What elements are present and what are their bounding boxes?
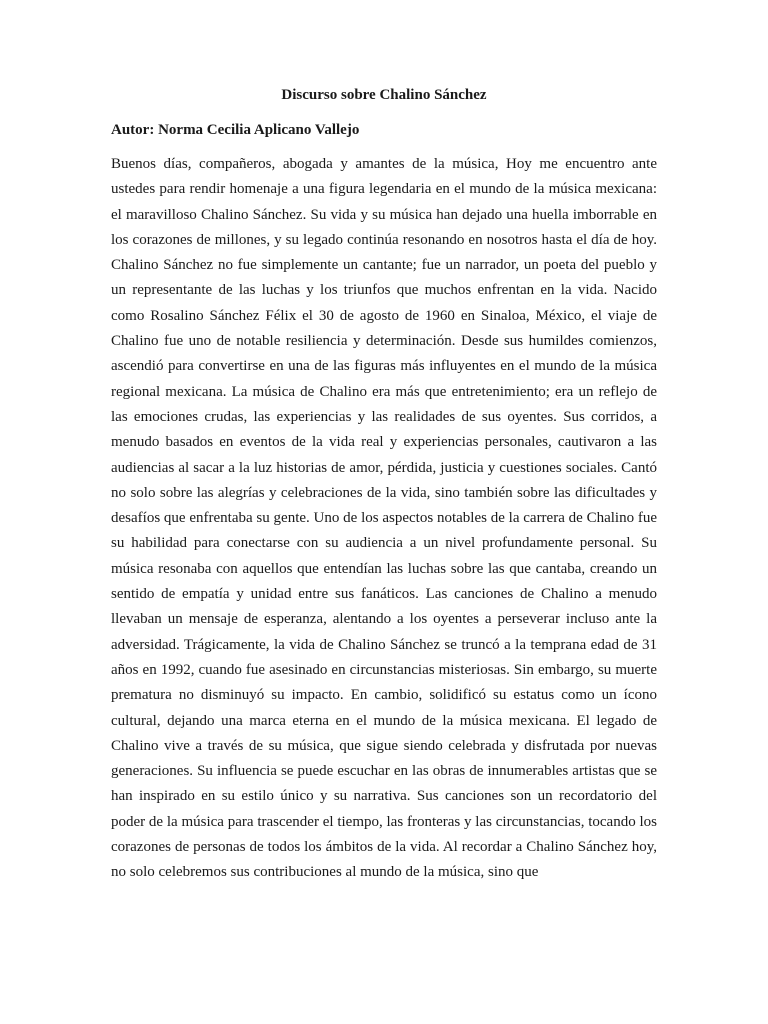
document-title: Discurso sobre Chalino Sánchez	[281, 87, 487, 103]
document-body: Buenos días, compañeros, abogada y amantes de la música, Hoy me encuentro ante ustedes para rendir homenaje a una figura legendaria en el mundo de la música mexicana: el maravilloso Chalino Sánchez. Su vida y su música han dejado una huella imborrable en los corazones de millones, y su legado continúa resonando en nosotros hasta el día de hoy. Chalino Sánchez no fue simplemente un cantante; fue un narrador, un poeta del pueblo y un representante de las luchas y los triunfos que muchos enfrentan en la vida. Nacido como Rosalino Sánchez Félix el 30 de agosto de 1960 en Sinaloa, México, el viaje de Chalino fue uno de notable resiliencia y determinación. Desde sus humildes comienzos, ascendió para convertirse en una de las figuras más influyentes en el mundo de la música regional mexicana. La música de Chalino era más que entretenimiento; era un reflejo de las emociones crudas, las experiencias y las realidades de sus oyentes. Sus corridos, a menudo basados en eventos de la vida real y experiencias personales, cautivaron a las audiencias al sacar a la luz historias de amor, pérdida, justicia y cuestiones sociales. Cantó no solo sobre las alegrías y celebraciones de la vida, sino también sobre las dificultades y desafíos que enfrentaba su gente. Uno de los aspectos notables de la carrera de Chalino fue su habilidad para conectarse con su audiencia a un nivel profundamente personal. Su música resonaba con aquellos que entendían las luchas sobre las que cantaba, creando un sentido de empatía y unidad entre sus fanáticos. Las canciones de Chalino a menudo llevaban un mensaje de esperanza, alentando a los oyentes a perseverar incluso ante la adversidad. Trágicamente, la vida de Chalino Sánchez se truncó a la temprana edad de 31 años en 1992, cuando fue asesinado en circunstancias misteriosas. Sin embargo, su muerte prematura no disminuyó su impacto. En cambio, solidificó su estatus como un ícono cultural, dejando una marca eterna en el mundo de la música mexicana. El legado de Chalino vive a través de su música, que sigue siendo celebrada y disfrutada por nuevas generaciones. Su influencia se puede escuchar en las obras de innumerables artistas que se han inspirado en su estilo único y su narrativa. Sus canciones son un recordatorio del poder de la música para trascender el tiempo, las fronteras y las circunstancias, tocando los corazones de personas de todos los ámbitos de la vida. Al recordar a Chalino Sánchez hoy, no solo celebremos sus contribuciones al mundo de la música, sino que	[111, 156, 657, 881]
document-author: Autor: Norma Cecilia Aplicano Vallejo	[111, 122, 360, 138]
